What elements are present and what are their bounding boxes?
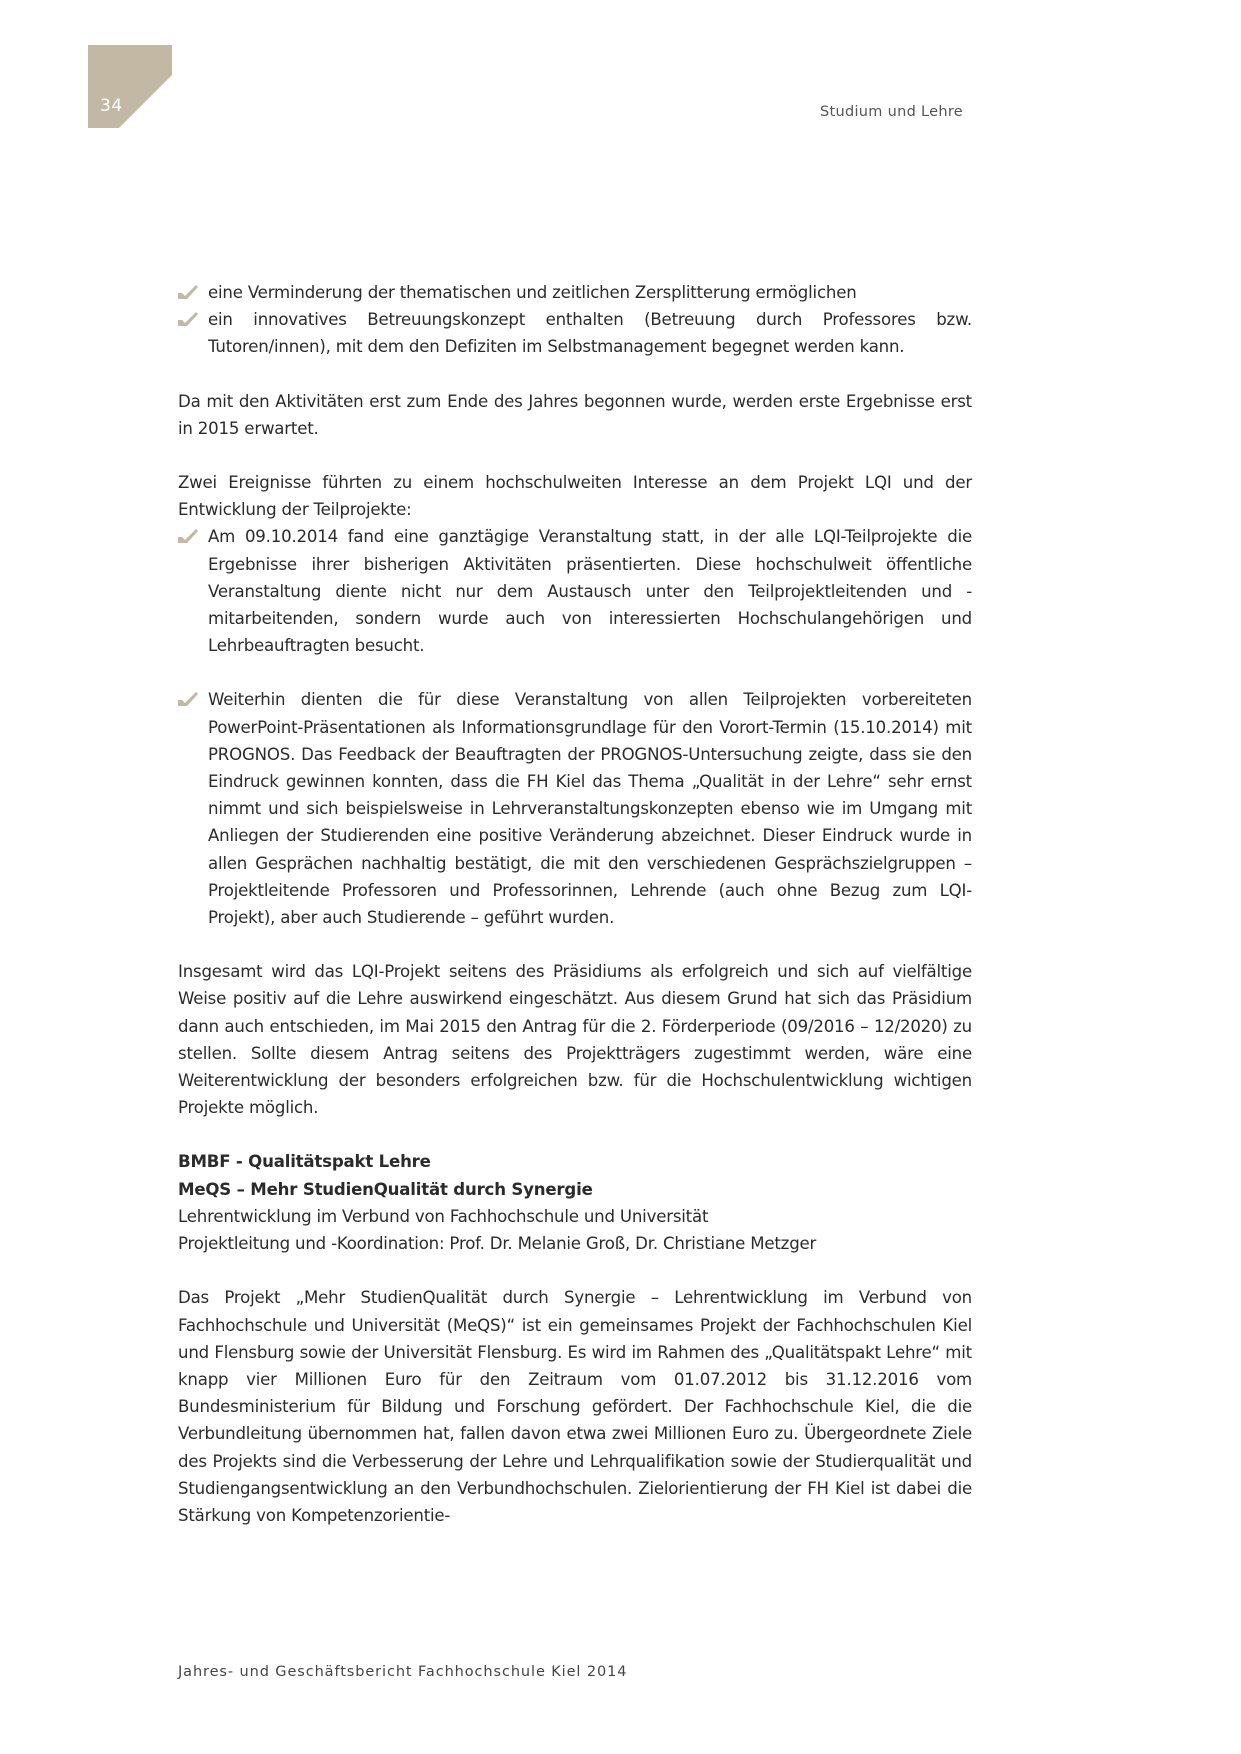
paragraph-assessment: Insgesamt wird das LQI-Projekt seitens des Präsidiums als erfolgreich und sich auf vielfältige Weise positiv auf die Lehre auswirkend eingeschätzt. Aus diesem Grund hat sich das Präsidium dann auch entschieden, im Mai 2015 den Antrag für die 2. Förderperiode (09/2016 – 12/2020) zu stellen. Sollte diesem Antrag seitens des Projektträgers zugestimmt werden, wäre eine Weiterentwicklung der besonders erfolgreichen bzw. für die Hochschulentwicklung wichtigen Projekte möglich. [178,962,972,1118]
list-item: eine Verminderung der thematischen und zeitlichen Zersplitterung ermöglichen [178,279,972,306]
bullet-list-events [178,523,972,931]
project-block [178,1148,972,1257]
list-item: ein innovatives Betreuungskonzept enthalten (Betreuung durch Professores bzw. Tutoren/innen), mit dem den Defiziten im Selbstmanagement begegnet werden kann. [178,306,972,360]
check-icon [178,312,198,326]
page-number: 34 [100,96,123,116]
project-heading-bmbf: BMBF - Qualitätspakt Lehre [178,1152,431,1172]
project-heading-meqs: MeQS – Mehr StudienQualität durch Synergie [178,1179,593,1199]
list-item: Am 09.10.2014 fand eine ganztägige Veranstaltung statt, in der alle LQI-Teilprojekte die Ergebnisse ihrer bisherigen Aktivitäten präsentierten. Diese hochschulweit öffentliche Veranstaltung diente nicht nur dem Austausch unter den Teilprojektleitenden und -mitarbeitenden, sondern wurde auch von interessierten Hochschulangehörigen und Lehrbeauftragten besucht. [178,523,972,659]
project-lead: Projektleitung und -Koordination: Prof. Dr. Melanie Groß, Dr. Christiane Metzger [178,1234,817,1254]
paragraph-results: Da mit den Aktivitäten erst zum Ende des Jahres begonnen wurde, werden erste Ergebnisse erst in 2015 erwartet. [178,391,972,438]
check-icon [178,529,198,543]
check-icon [178,692,198,706]
paragraph-events-intro: Zwei Ereignisse führten zu einem hochschulweiten Interesse an dem Projekt LQI und der Entwicklung der Teilprojekte: [178,473,972,520]
main-content [178,279,972,1529]
bullet-list-top [178,279,972,361]
project-subtitle: Lehrentwicklung im Verbund von Fachhochschule und Universität [178,1206,709,1226]
paragraph-project-description: Das Projekt „Mehr StudienQualität durch Synergie – Lehrentwicklung im Verbund von Fachhochschule und Universität (MeQS)“ ist ein gemeinsames Projekt der Fachhochschulen Kiel und Flensburg sowie der Universität Flensburg. Es wird im Rahmen des „Qualitätspakt Lehre“ mit knapp vier Millionen Euro für den Zeitraum vom 01.07.2012 bis 31.12.2016 vom Bundesministerium für Bildung und Forschung gefördert. Der Fachhochschule Kiel, die die Verbundleitung übernommen hat, fallen davon etwa zwei Millionen Euro zu. Übergeordnete Ziele des Projekts sind die Verbesserung der Lehre und Lehrqualifikation sowie der Studierqualität und Studiengangsentwicklung an den Verbundhochschulen. Zielorientierung der FH Kiel ist dabei die Stärkung von Kompetenzorientie- [178,1288,972,1525]
running-head: Studium und Lehre [819,104,963,120]
check-icon [178,285,198,299]
footer: Jahres- und Geschäftsbericht Fachhochschule Kiel 2014 [178,1664,628,1680]
list-item: Weiterhin dienten die für diese Veranstaltung von allen Teilprojekten vorbereiteten PowerPoint-Präsentationen als Informationsgrundlage für den Vorort-Termin (15.10.2014) mit PROGNOS. Das Feedback der Beauftragten der PROGNOS-Untersuchung zeigte, dass sie den Eindruck gewinnen konnten, dass die FH Kiel das Thema „Qualität in der Lehre“ sehr ernst nimmt und sich beispielsweise in Lehrveranstaltungskonzepten ebenso wie im Umgang mit Anliegen der Studierenden eine positive Veränderung abzeichnet. Dieser Eindruck wurde in allen Gesprächen nachhaltig bestätigt, die mit den verschiedenen Gesprächszielgruppen – Projektleitende Professoren und Professorinnen, Lehrende (auch ohne Bezug zum LQI-Projekt), aber auch Studierende – geführt wurden. [178,686,972,931]
